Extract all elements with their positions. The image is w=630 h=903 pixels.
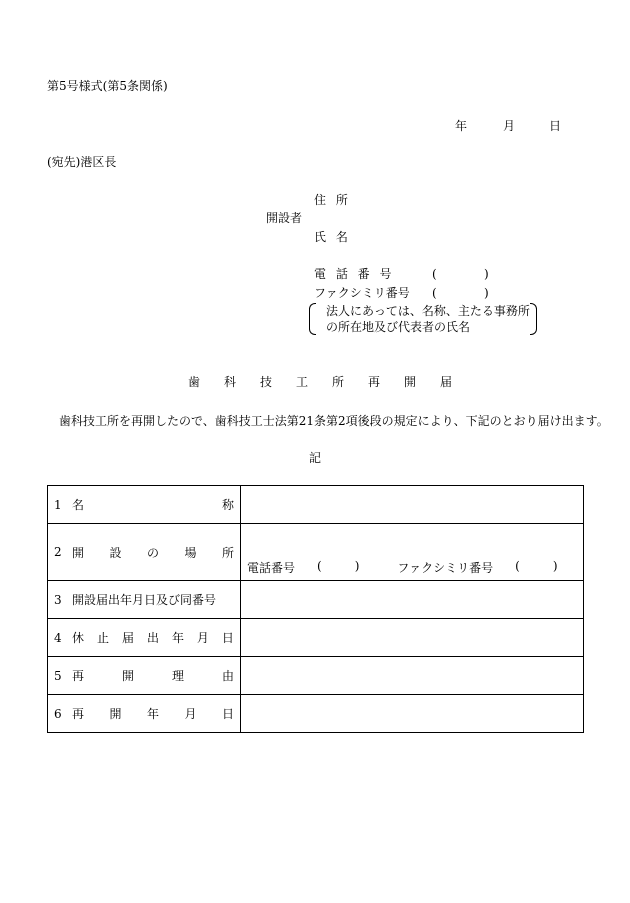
row-number: 1	[54, 497, 62, 512]
table-row	[48, 695, 584, 733]
row-label-cell	[48, 486, 241, 524]
note-line-1: 法人にあっては、名称、主たる事務所	[326, 304, 530, 318]
row-label-cell	[48, 657, 241, 695]
place-fax-paren-open: (	[515, 559, 520, 573]
row-label-open-notice: 開設届出年月日及び同番号	[72, 593, 217, 607]
addressee: (宛先)港区長	[47, 155, 117, 169]
table-row	[48, 619, 584, 657]
row-number: 3	[54, 592, 62, 607]
place-fax-paren-close: )	[552, 559, 558, 573]
place-phone-label: 電話番号	[247, 561, 296, 575]
table-row	[48, 486, 584, 524]
row-label-suspension-date: 休 止 届 出 年 月 日	[72, 631, 234, 645]
form-table	[47, 485, 584, 733]
row-label-reason: 再 開 理 由	[72, 669, 234, 683]
fax-paren-open: (	[432, 286, 437, 300]
note-line-2: の所在地及び代表者の氏名	[326, 320, 471, 334]
role-label: 開設者	[266, 211, 303, 225]
row-label-name: 名 称	[72, 498, 234, 512]
place-phone-paren-open: (	[317, 559, 322, 573]
document-title: 歯科技工所再開届	[188, 375, 477, 389]
fax-paren-close: )	[484, 286, 489, 300]
fax-label: ファクシミリ番号	[314, 286, 410, 300]
phone-label: 電 話 番 号	[314, 267, 392, 281]
date-month: 月	[503, 119, 516, 133]
place-phone-paren-close: )	[354, 559, 360, 573]
place-phone-line	[247, 559, 577, 576]
row-number: 6	[54, 706, 62, 721]
body-text: 歯科技工所を再開したので、歯科技工士法第21条第2項後段の規定により、下記のとおり届け出ます。	[59, 414, 609, 428]
row-label-reopen-date: 再 開 年 月 日	[72, 707, 234, 721]
row-number: 2	[54, 545, 62, 559]
form-id: 第5号様式(第5条関係)	[47, 79, 168, 93]
date-year: 年	[455, 119, 468, 133]
table-row	[48, 657, 584, 695]
address-label: 住 所	[314, 193, 348, 207]
place-value-cell[interactable]	[241, 524, 584, 581]
reopen-date-value-cell[interactable]	[241, 695, 584, 733]
phone-paren-open: (	[432, 267, 437, 281]
note-bracket-left	[309, 303, 316, 335]
table-row	[48, 581, 584, 619]
place-fax-label: ファクシミリ番号	[397, 561, 494, 575]
phone-paren-close: )	[484, 267, 489, 281]
note-bracket-right	[530, 303, 537, 335]
table-row	[48, 524, 584, 581]
row-number: 5	[54, 668, 62, 683]
row-number: 4	[54, 630, 62, 645]
name-value-cell[interactable]	[241, 486, 584, 524]
row-label-cell	[48, 619, 241, 657]
date-line	[455, 120, 560, 134]
name-label: 氏 名	[314, 230, 348, 244]
row-label-cell	[48, 695, 241, 733]
date-day: 日	[549, 119, 562, 133]
suspension-date-value-cell[interactable]	[241, 619, 584, 657]
reason-value-cell[interactable]	[241, 657, 584, 695]
row-label-cell	[48, 581, 241, 619]
ki-label: 記	[309, 451, 322, 465]
open-notice-value-cell[interactable]	[241, 581, 584, 619]
row-label-place: 開 設 の 場 所	[72, 545, 234, 560]
row-label-cell	[48, 524, 241, 581]
